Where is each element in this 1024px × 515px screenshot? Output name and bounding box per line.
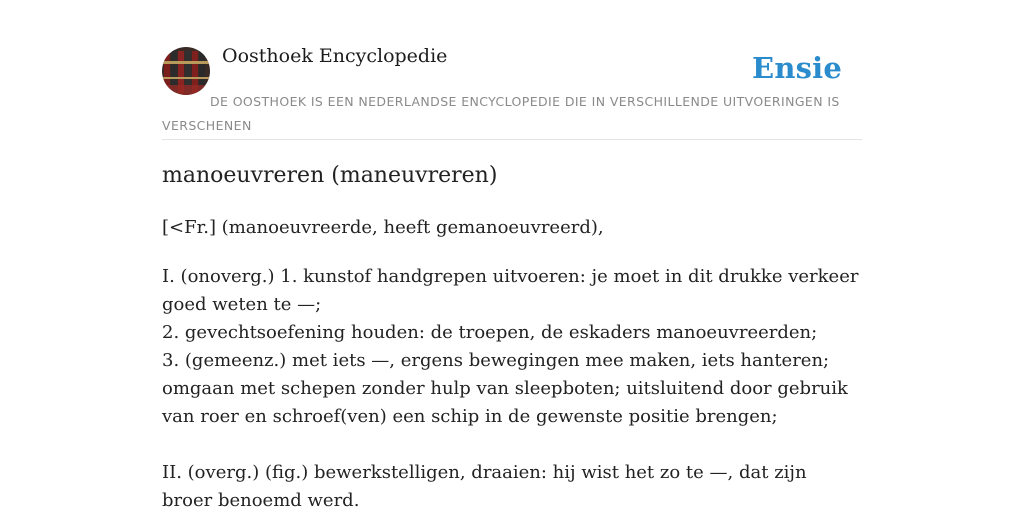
entry-etymology: [<Fr.] (manoeuvreerde, heeft gemanoeuvreerd),	[162, 217, 604, 238]
page	[162, 0, 862, 512]
header-divider	[162, 139, 862, 140]
definition-line: 3. (gemeenz.) met iets —, ergens bewegingen mee maken, iets hanteren; omgaan met schepen zonder hulp van sleepboten; uitsluitend door gebruik van roer en schroef(ven) een schip in de gewenste positie brengen;	[162, 350, 848, 427]
site-name[interactable]: Oosthoek Encyclopedie	[222, 45, 448, 67]
entry-definition	[162, 263, 862, 515]
avatar[interactable]	[162, 47, 210, 95]
definition-line: 2. gevechtsoefening houden: de troepen, de eskaders manoeuvreerden;	[162, 322, 818, 343]
site-tagline: DE OOSTHOEK IS EEN NEDERLANDSE ENCYCLOPEDIE DIE IN VERSCHILLENDE UITVOERINGEN IS VERSCHENEN	[162, 94, 840, 133]
entry-title: manoeuvreren (maneuvreren)	[162, 163, 498, 188]
brand-logo[interactable]: Ensie	[752, 51, 842, 85]
paragraph-gap	[162, 431, 862, 459]
encyclopedia-books-icon	[162, 47, 210, 95]
definition-line: I. (onoverg.) 1. kunstof handgrepen uitvoeren: je moet in dit drukke verkeer goed weten te —;	[162, 266, 859, 315]
definition-line: II. (overg.) (fig.) bewerkstelligen, draaien: hij wist het zo te —, dat zijn broer benoemd werd.	[162, 462, 807, 511]
